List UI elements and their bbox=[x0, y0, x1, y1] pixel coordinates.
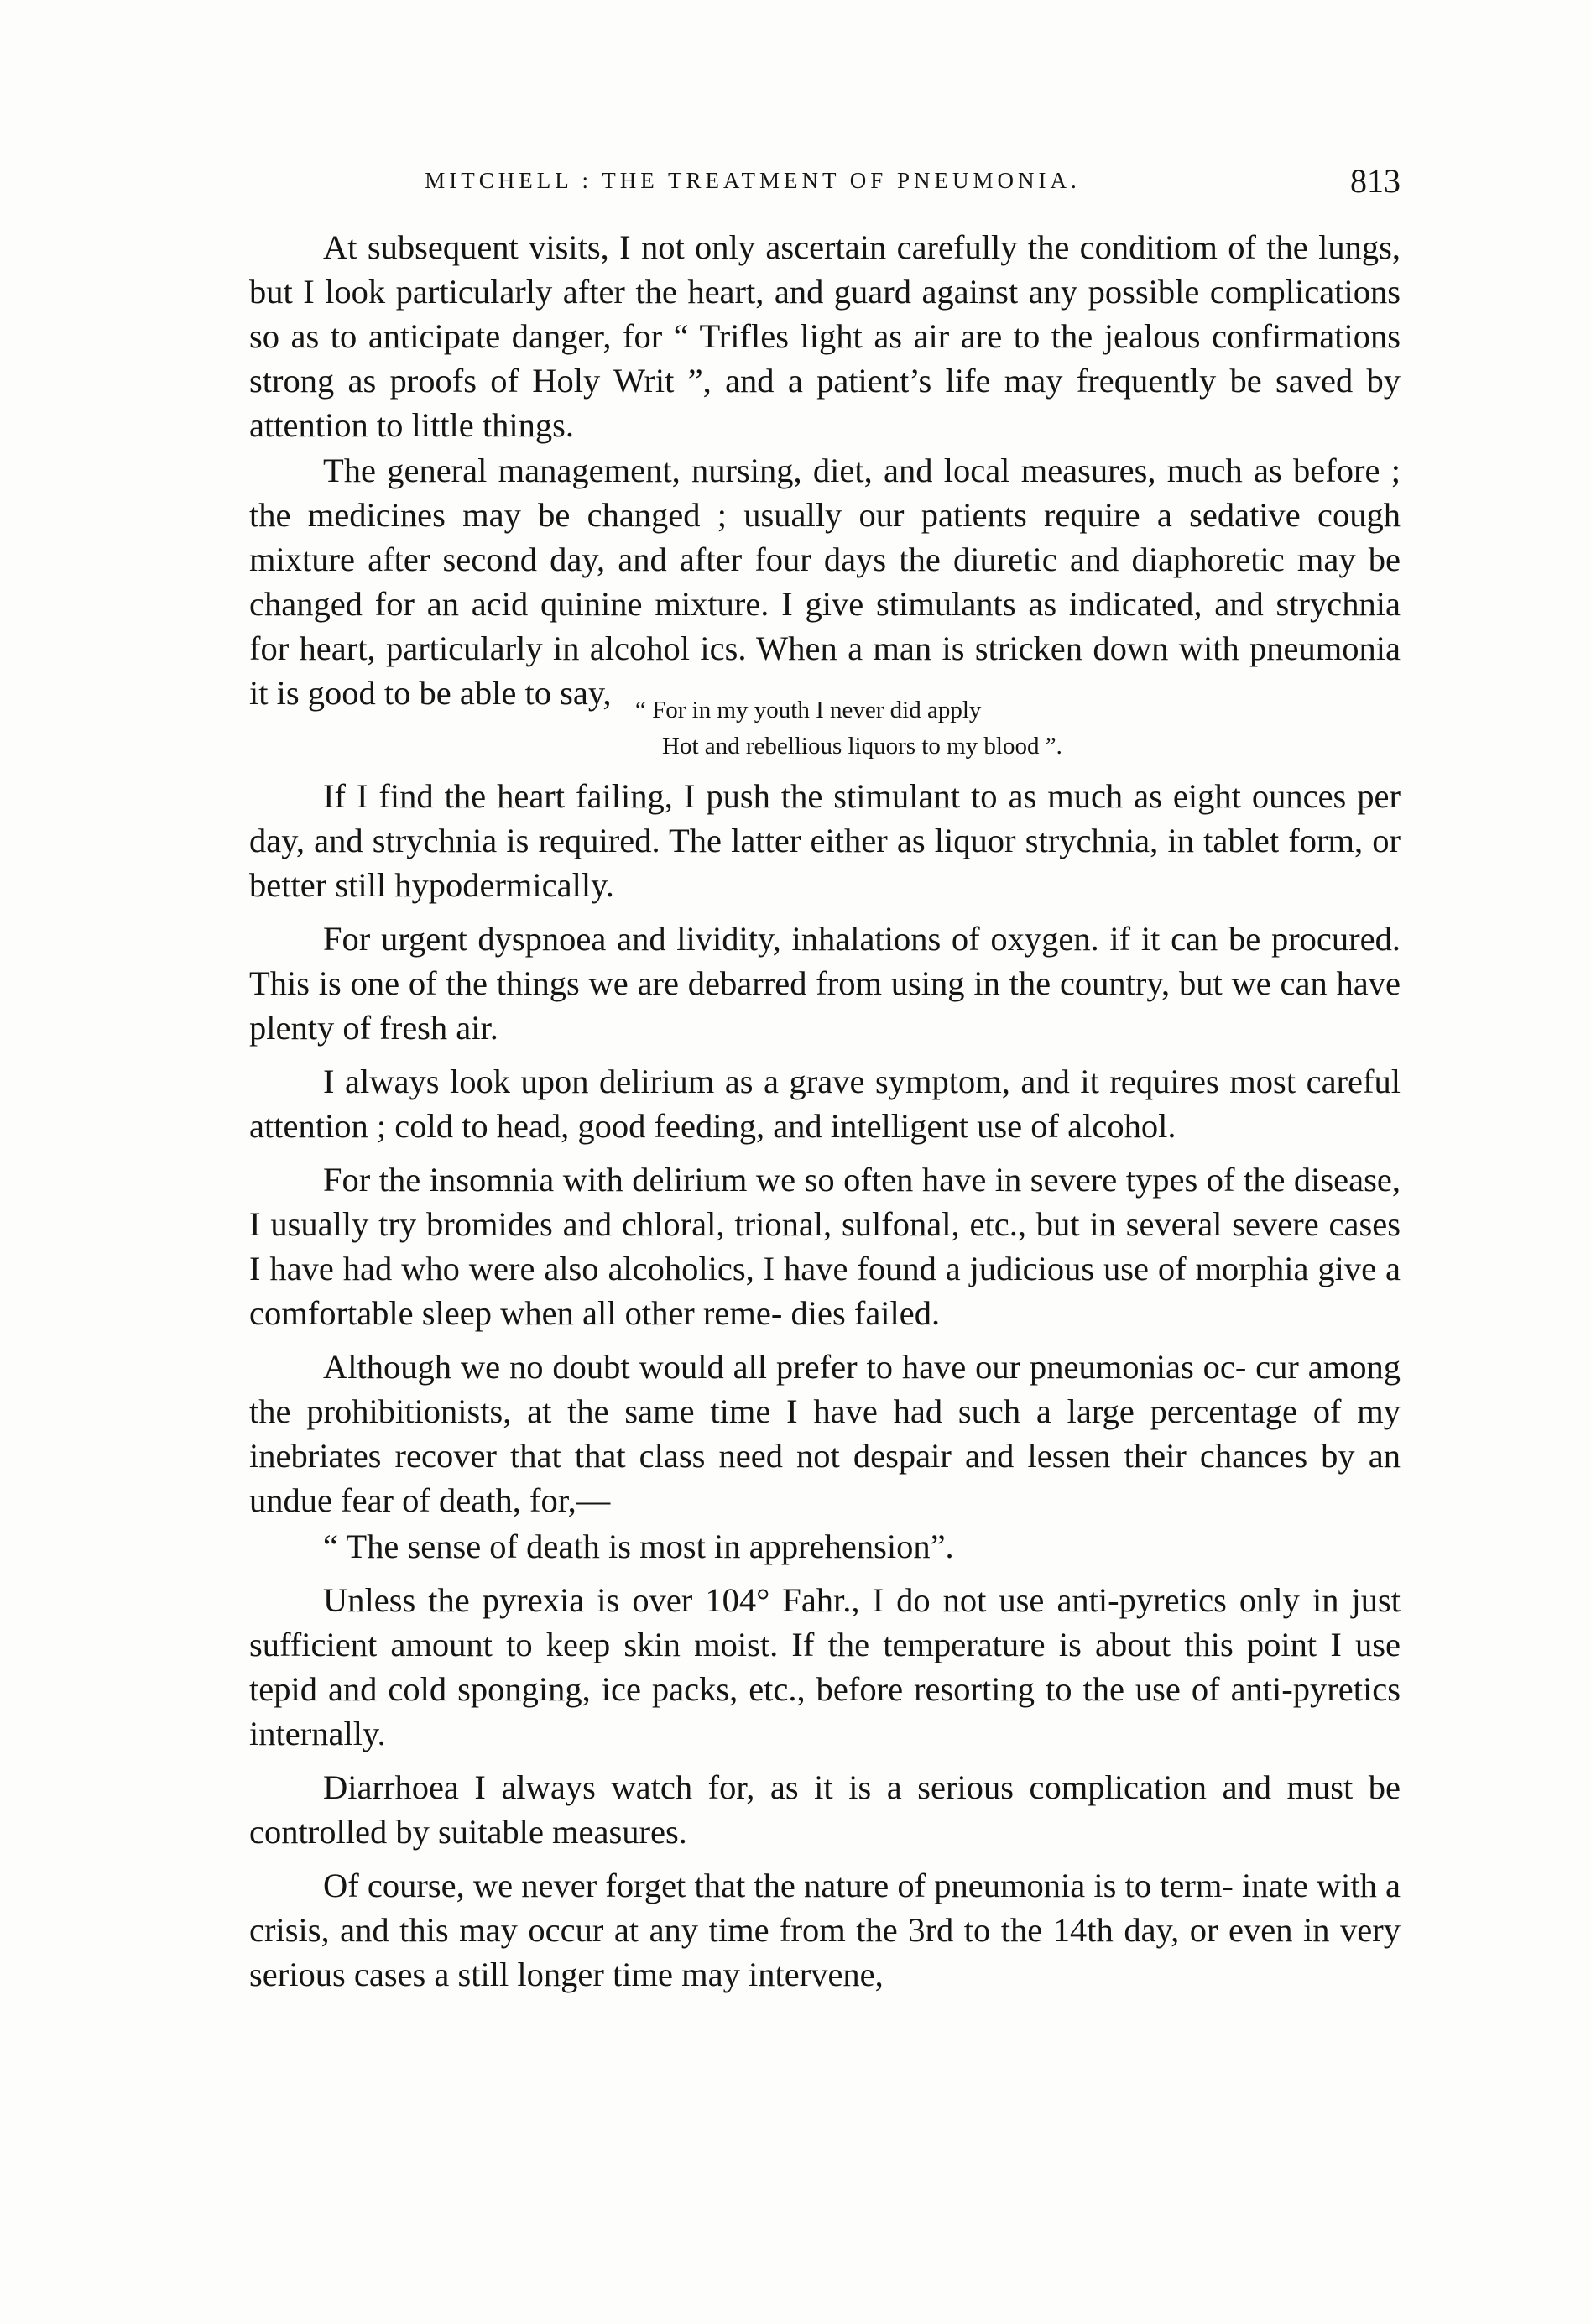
paragraph-crisis: Of course, we never forget that the nature of pneumonia is to term- inate with a crisis, and this may occur at any time from the 3rd to the 14th day, or even in very serious cases a still longer time may intervene, bbox=[249, 1867, 1401, 1993]
page-header bbox=[249, 161, 1401, 208]
paragraph-prohibitionists: Although we no doubt would all prefer to have our pneumonias oc- cur among the prohibitionists, at the same time I have had such a large percentage of my inebriates recover that that class need not despair and lessen their chances by an undue fear of death, for,— bbox=[249, 1348, 1401, 1519]
paragraph-diarrhoea: Diarrhoea I always watch for, as it is a serious complication and must be controlled by suitable measures. bbox=[249, 1768, 1401, 1851]
paragraph-general-management: The general management, nursing, diet, and local measures, much as before ; the medicines may be changed ; usually our patients require a sedative cough mixture after second day, and after four days the diuretic and diaphoretic may be changed for an acid quinine mixture. I give stimulants as indicated, and strychnia for heart, particularly in alcohol ics. When a man is stricken down with pneumonia it is good to be able to say, bbox=[249, 452, 1401, 712]
paragraph-delirium: I always look upon delirium as a grave symptom, and it requires most careful attention ; cold to head, good feeding, and intelligent use of alcohol. bbox=[249, 1063, 1401, 1145]
paragraph-insomnia: For the insomnia with delirium we so often have in severe types of the disease, I usually try bromides and chloral, trional, sulfonal, etc., but in several severe cases I have had who were also alcoholics, I have found a judicious use of morphia give a comfortable sleep when all other reme- dies failed. bbox=[249, 1161, 1401, 1332]
verse-line-1: “ For in my youth I never did apply bbox=[635, 697, 982, 723]
article-body bbox=[249, 225, 1401, 1998]
paragraph-subsequent-visits: At subsequent visits, I not only ascertain carefully the conditiom of the lungs, but I look particularly after the heart, and guard against any possible complications so as to anticipate danger, for “ Trifles light as air are to the jealous confirmations strong as proofs of Holy Writ ”, and a patient’s life may frequently be saved by attention to little things. bbox=[249, 228, 1401, 444]
quotation-line: “ The sense of death is most in apprehension”. bbox=[323, 1528, 954, 1565]
running-title: MITCHELL : THE TREATMENT OF PNEUMONIA. bbox=[425, 168, 1081, 193]
paragraph-pyrexia: Unless the pyrexia is over 104° Fahr., I do not use anti-pyretics only in just sufficient amount to keep skin moist. If the temperature is about this point I use tepid and cold sponging, ice packs, etc., before resorting to the use of anti-pyretics internally. bbox=[249, 1581, 1401, 1752]
verse-line-2: Hot and rebellious liquors to my blood ”. bbox=[662, 733, 1062, 760]
page-number: 813 bbox=[1350, 162, 1401, 200]
paragraph-heart-failing: If I find the heart failing, I push the stimulant to as much as eight ounces per day, and strychnia is required. The latter either as liquor strychnia, in tablet form, or better still hypodermically. bbox=[249, 777, 1401, 904]
paragraph-dyspnoea: For urgent dyspnoea and lividity, inhalations of oxygen. if it can be procured. This is one of the things we are debarred from using in the country, but we can have plenty of fresh air. bbox=[249, 920, 1401, 1047]
